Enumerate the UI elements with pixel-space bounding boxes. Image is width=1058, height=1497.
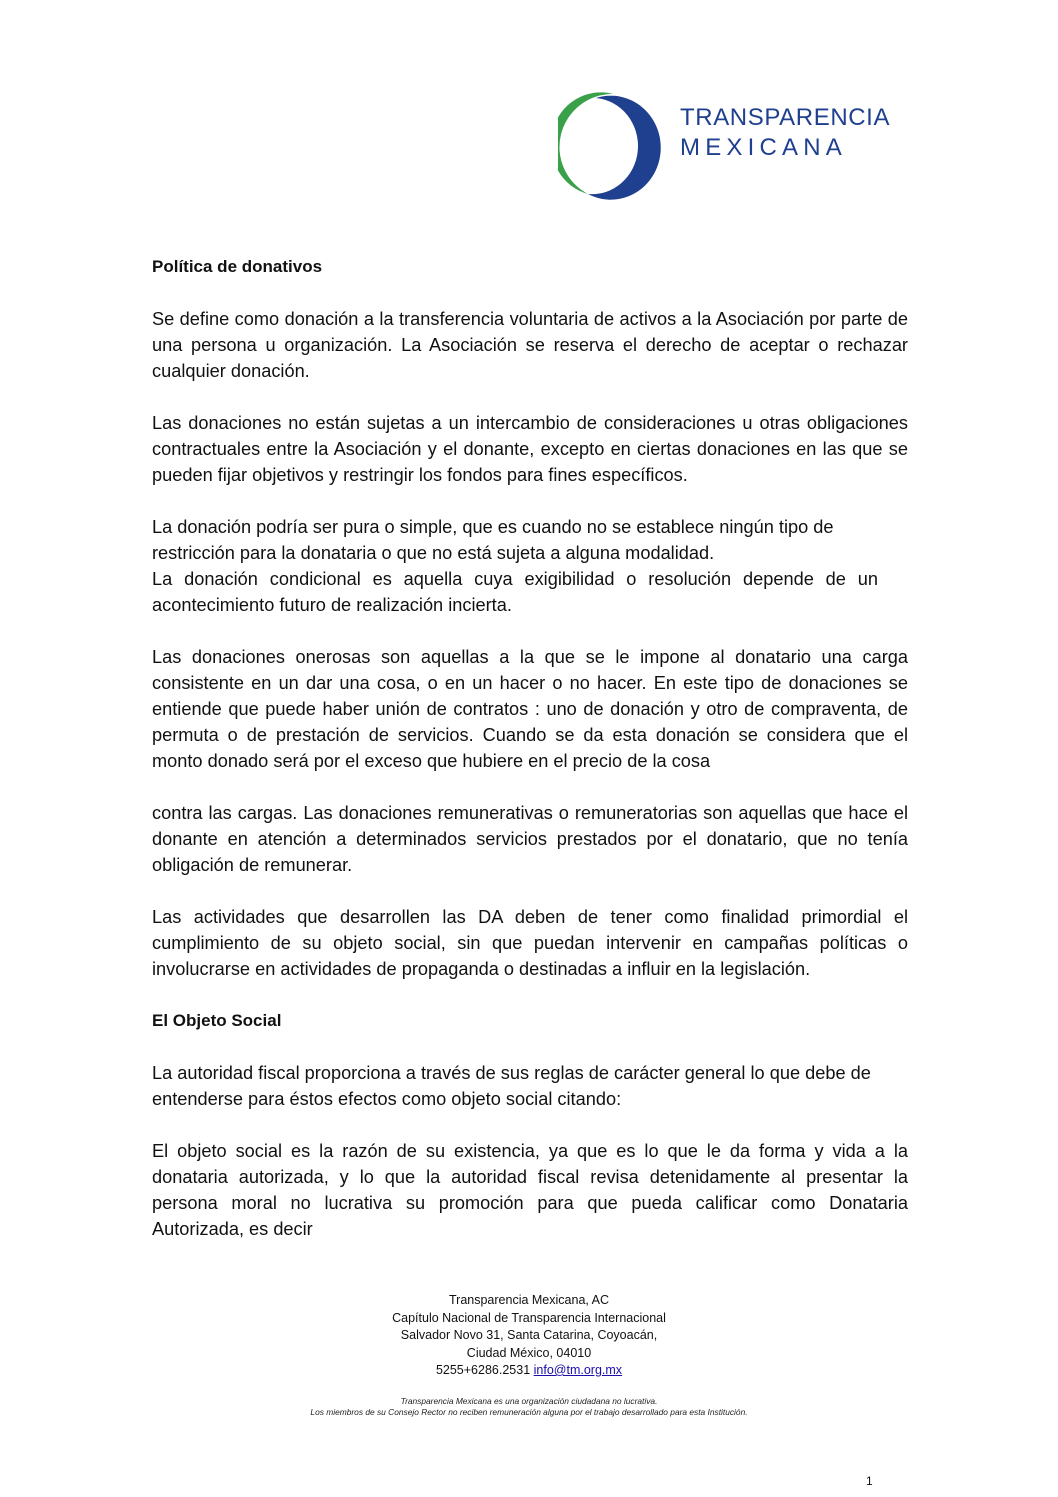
footer-city: Ciudad México, 04010 <box>466 1345 592 1360</box>
paragraph-donaciones-remunerativas: contra las cargas. Las donaciones remunerativas o remuneratorias son aquellas que hace el donante en atención a determinados servicios prestados por el donatario, que no tenía obligación de remunerar. <box>152 803 908 875</box>
footer-phone: 5255+6286.2531 <box>435 1363 531 1377</box>
heading-politica-donativos: Política de donativos <box>152 257 323 276</box>
footer-chapter: Capítulo Nacional de Transparencia Internacional <box>392 1310 666 1325</box>
paragraph-donaciones-onerosas: Las donaciones onerosas son aquellas a la que se le impone al donatario una carga consistente en un dar una cosa, o en un hacer o no hacer. En este tipo de donaciones se entiende que puede haber unión de contratos : uno de donación y otro de compraventa, de permuta o de prestación de servicios. Cuando se da esta donación se considera que el monto donado será por el exceso que hubiere en el precio de la cosa <box>152 647 908 771</box>
organization-logo <box>558 92 898 202</box>
paragraph-objeto-social: El objeto social es la razón de su existencia, ya que es lo que le da forma y vida a la donataria autorizada, y lo que la autoridad fiscal revisa detenidamente al presentar la persona moral no lucrativa su promoción para que pueda calificar como Donataria Autorizada, es decir <box>152 1141 908 1239</box>
footer-org: Transparencia Mexicana, AC <box>448 1293 610 1307</box>
document-body <box>152 254 908 1242</box>
ring-logo-icon <box>558 92 668 202</box>
footer-address: Salvador Novo 31, Santa Catarina, Coyoacán, <box>400 1328 658 1342</box>
page-number: 1 <box>866 1474 873 1488</box>
paragraph-autoridad-fiscal: La autoridad fiscal proporciona a través de sus reglas de carácter general lo que debe de entenderse para éstos efectos como objeto social citando: <box>152 1063 871 1109</box>
paragraph-definicion: Se define como donación a la transferencia voluntaria de activos a la Asociación por parte de una persona u organización. La Asociación se reserva el derecho de aceptar o rechazar cualquier donación. <box>152 309 908 381</box>
footer-note <box>0 1396 1058 1418</box>
paragraph-actividades-da: Las actividades que desarrollen las DA deben de tener como finalidad primordial el cumplimiento de su objeto social, sin que puedan intervenir en campañas políticas o involucrarse en actividades de propaganda o destinadas a influir en la legislación. <box>152 907 908 979</box>
footer-email-link[interactable]: info@tm.org.mx <box>533 1363 623 1377</box>
footer-phone-email <box>0 1362 1058 1380</box>
paragraph-donacion-condicional: La donación condicional es aquella cuya exigibilidad o resolución depende de un acontecimiento futuro de realización incierta. <box>152 569 878 615</box>
paragraph-donaciones-no-sujetas: Las donaciones no están sujetas a un intercambio de consideraciones u otras obligaciones contractuales entre la Asociación y el donante, excepto en ciertas donaciones en las que se pueden fijar objetivos y restringir los fondos para fines específicos. <box>152 413 908 485</box>
heading-objeto-social: El Objeto Social <box>152 1011 282 1030</box>
footer-note-1: Transparencia Mexicana es una organización ciudadana no lucrativa. <box>400 1396 658 1406</box>
logo-wordmark <box>680 106 890 160</box>
footer-note-2: Los miembros de su Consejo Rector no reciben remuneración alguna por el trabajo desarrollado para esta Institución. <box>310 1407 748 1417</box>
footer-contact <box>0 1292 1058 1380</box>
paragraph-donacion-pura: La donación podría ser pura o simple, que es cuando no se establece ningún tipo de restricción para la donataria o que no está sujeta a alguna modalidad. <box>152 517 834 563</box>
logo-line-1: TRANSPARENCIA <box>680 104 891 131</box>
logo-line-2: MEXICANA <box>680 134 847 161</box>
